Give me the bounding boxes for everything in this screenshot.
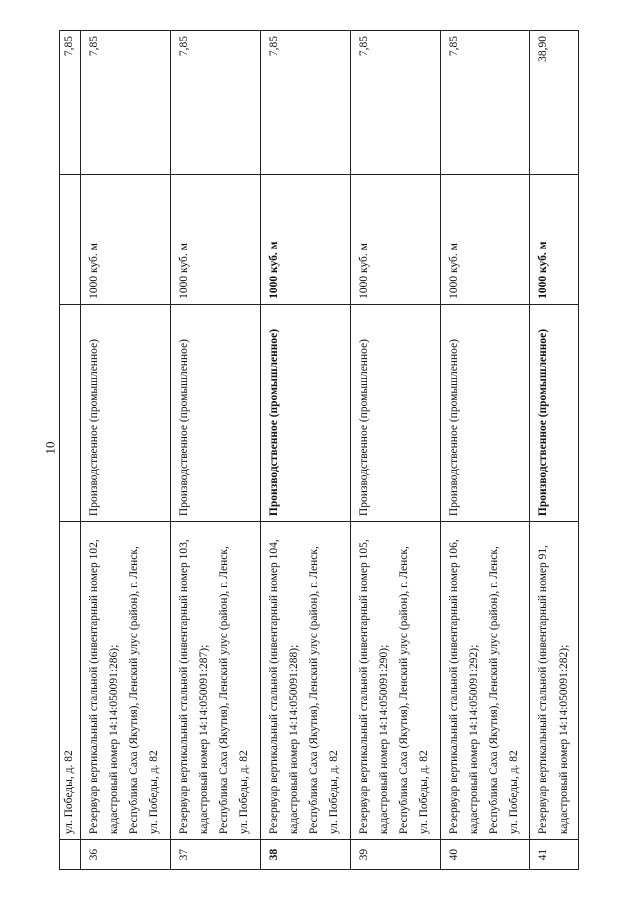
row-number: 37 (170, 840, 260, 870)
table-row (350, 31, 440, 870)
description-line: кадастровый номер 14:14:050091:282); (557, 644, 570, 835)
row-value: 7,85 (350, 31, 440, 175)
description-line: кадастровый номер 14:14:050091:292); (467, 644, 480, 835)
page-number: 10 (42, 441, 58, 455)
description-line: Республика Саха (Якутия), Ленский улус (район), г. Ленск, (487, 546, 500, 835)
description-line: кадастровый номер 14:14:050091:290); (377, 644, 390, 835)
description-line: ул. Победы, д. 82 (238, 750, 251, 835)
row-purpose: Производственное (промышленное) (350, 304, 440, 521)
row-description (530, 522, 579, 840)
row-purpose: Производственное (промышленное) (440, 304, 530, 521)
row-number: 39 (350, 840, 440, 870)
row-description (260, 522, 350, 840)
row-volume: 1000 куб. м (170, 175, 260, 305)
description-line: Республика Саха (Якутия), Ленский улус (район), г. Ленск, (397, 546, 410, 835)
row-description (81, 522, 171, 840)
description-line: кадастровый номер 14:14:050091:286); (108, 644, 121, 835)
row-purpose: Производственное (промышленное) (260, 304, 350, 521)
row-value: 7,85 (440, 31, 530, 175)
description-line: Резервуар вертикальный стальной (инвентарный номер 104, (267, 539, 280, 835)
table-cell-value: 7,85 (60, 31, 81, 175)
description-line: Республика Саха (Якутия), Ленский улус (район), г. Ленск, (218, 546, 231, 835)
table-cell-num (60, 840, 81, 870)
row-description (170, 522, 260, 840)
row-number: 41 (530, 840, 579, 870)
table-row (170, 31, 260, 870)
table-cell-volume (60, 175, 81, 305)
description-line: Республика Саха (Якутия), Ленский улус (район), г. Ленск, (308, 546, 321, 835)
description-line: Резервуар вертикальный стальной (инвентарный номер 105, (357, 539, 370, 835)
description-line: ул. Победы, д. 82 (148, 750, 161, 835)
document-table-region (59, 30, 579, 870)
row-number: 36 (81, 840, 171, 870)
table-row (440, 31, 530, 870)
row-description (440, 522, 530, 840)
table-cell-purpose (60, 304, 81, 521)
row-volume: 1000 куб. м (530, 175, 579, 305)
table-cell-desc: ул. Победы, д. 82 (60, 522, 81, 840)
table-row-continuation (60, 31, 81, 870)
table-row (530, 31, 579, 870)
table-row (260, 31, 350, 870)
description-line: Республика Саха (Якутия), Ленский улус (район), г. Ленск, (128, 546, 141, 835)
row-volume: 1000 куб. м (440, 175, 530, 305)
description-line: кадастровый номер 14:14:050091:288); (287, 644, 300, 835)
row-number: 38 (260, 840, 350, 870)
row-value: 7,85 (260, 31, 350, 175)
description-line: Резервуар вертикальный стальной (инвентарный номер 91, (537, 544, 550, 835)
description-line: ул. Победы, д. 82 (507, 750, 520, 835)
description-line: ул. Победы, д. 82 (418, 750, 431, 835)
row-value: 7,85 (81, 31, 171, 175)
description-line: ул. Победы, д. 82 (328, 750, 341, 835)
row-number: 40 (440, 840, 530, 870)
row-volume: 1000 куб. м (350, 175, 440, 305)
description-line: Резервуар вертикальный стальной (инвентарный номер 103, (177, 539, 190, 835)
row-purpose: Производственное (промышленное) (81, 304, 171, 521)
tank-table (59, 30, 579, 870)
table-row (81, 31, 171, 870)
row-value: 38,90 (530, 31, 579, 175)
row-volume: 1000 куб. м (81, 175, 171, 305)
row-purpose: Производственное (промышленное) (530, 304, 579, 521)
row-value: 7,85 (170, 31, 260, 175)
row-description (350, 522, 440, 840)
description-line: Резервуар вертикальный стальной (инвентарный номер 106, (447, 539, 460, 835)
description-line: Резервуар вертикальный стальной (инвентарный номер 102, (88, 539, 100, 835)
row-purpose: Производственное (промышленное) (170, 304, 260, 521)
row-volume: 1000 куб. м (260, 175, 350, 305)
description-line: кадастровый номер 14:14:050091:287); (198, 644, 211, 835)
